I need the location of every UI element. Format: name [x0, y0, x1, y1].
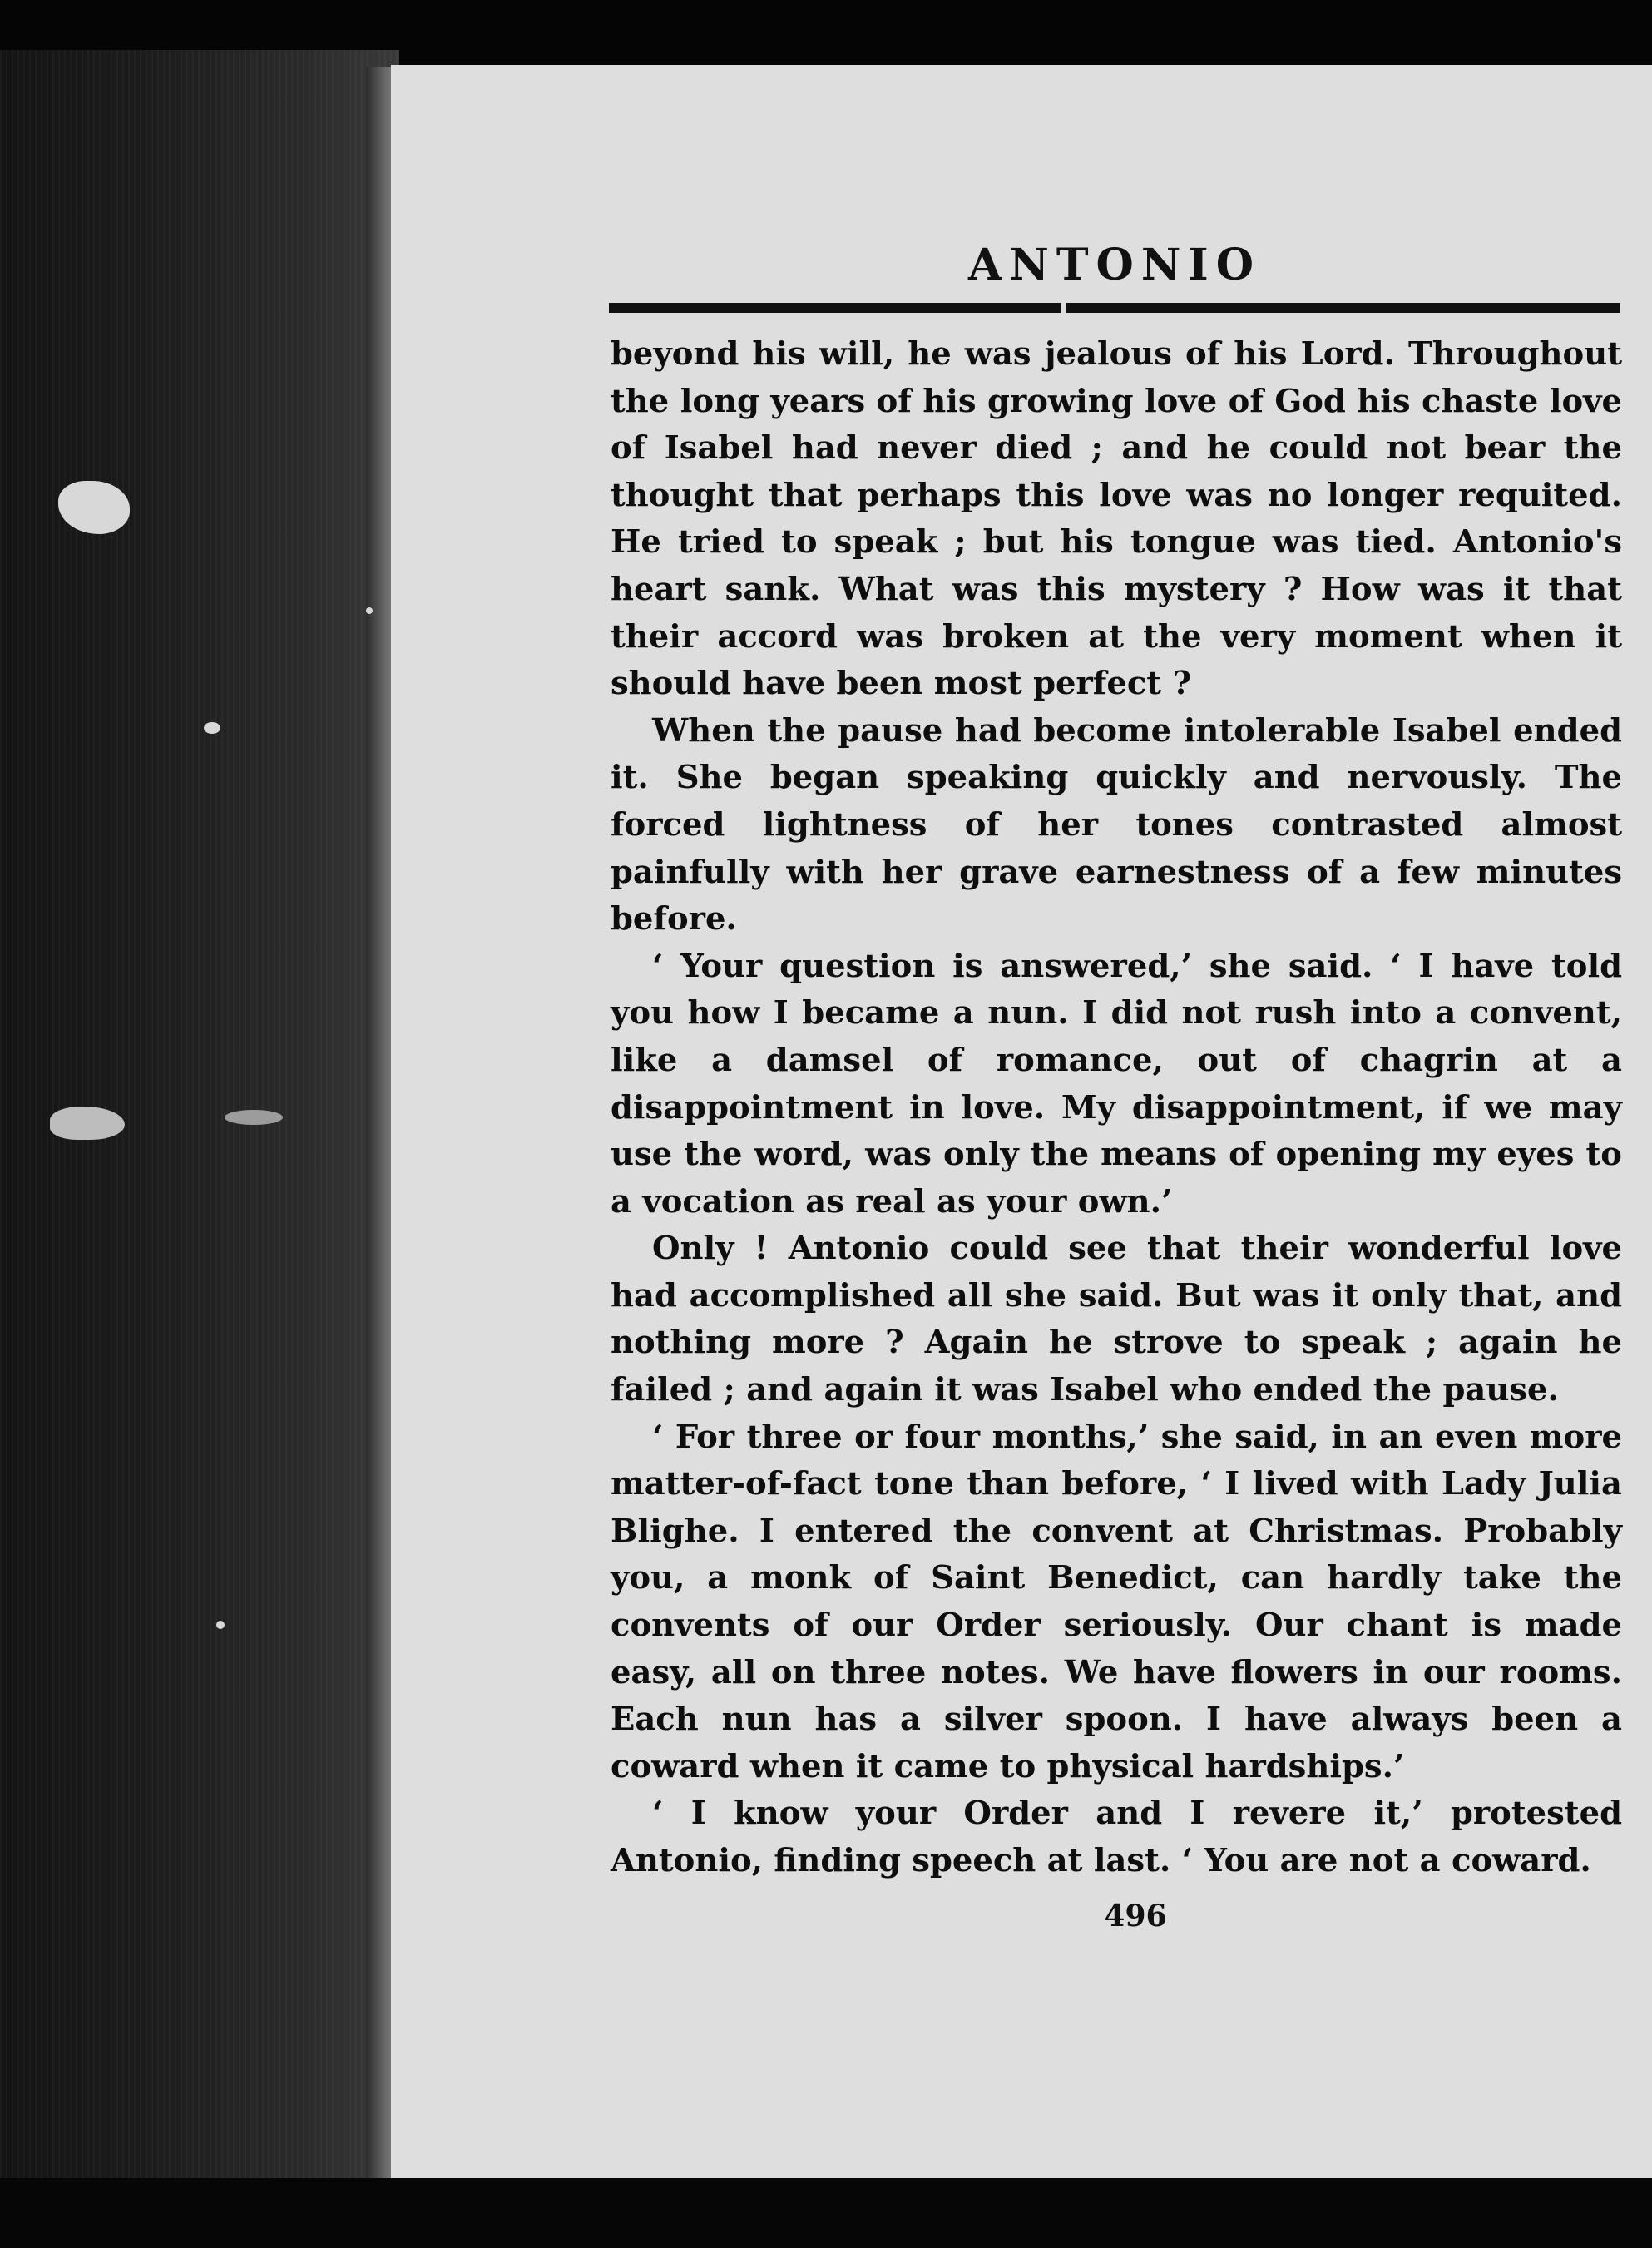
scan-speck: [50, 1107, 125, 1140]
body-text: [611, 331, 1622, 1885]
paragraph: ‘ For three or four months,’ she said, in an even more matter-of-fact tone than before, ‘ I lived with Lady Julia Blighe. I entered the convent at Christmas. Probably you, a monk of Saint Benedict, can hardly take the convents of our Order seriously. Our chant is made easy, all on three notes. We have flowers in our rooms. Each nun has a silver spoon. I have always been a coward when it came to physical hardships.’: [611, 1418, 1622, 1785]
paragraph: beyond his will, he was jealous of his Lord. Throughout the long years of his growing love of God his chaste love of Isabel had never died ; and he could not bear the thought that perhaps this love was no longer requited. He tried to speak ; but his tongue was tied. Antonio's heart sank. What was this mystery ? How was it that their accord was broken at the very moment when it should have been most perfect ?: [611, 335, 1622, 703]
page-number: 496: [1104, 1899, 1167, 1934]
header-rule: [609, 303, 1620, 313]
running-head: ANTONIO: [967, 240, 1262, 290]
header-rule-break: [1061, 303, 1066, 313]
paragraph: When the pause had become intolerable Isabel ended it. She began speaking quickly and nervously. The forced lightness of her tones contrasted almost painfully with her grave earnestness of a few minutes before.: [611, 711, 1622, 938]
scan-speck: [204, 722, 220, 734]
scan-speck: [366, 607, 373, 614]
scan-bottom-border: [0, 2178, 1652, 2248]
paragraph: ‘ Your question is answered,’ she said. ‘ I have told you how I became a nun. I did not rush into a convent, like a damsel of romance, out of chagrin at a disappointment in love. My disappointment, if we may use the word, was only the means of opening my eyes to a vocation as real as your own.’: [611, 947, 1622, 1221]
paragraph: ‘ I know your Order and I revere it,’ protested Antonio, finding speech at last. ‘ You are not a coward.: [611, 1795, 1622, 1879]
scan-speck: [225, 1110, 283, 1125]
book-spine-shadow: [0, 50, 399, 2248]
scan-speck: [216, 1621, 225, 1629]
paragraph: Only ! Antonio could see that their wonderful love had accomplished all she said. But was it only that, and nothing more ? Again he strove to speak ; again he failed ; and again it was Isabel who ended the pause.: [611, 1230, 1622, 1409]
